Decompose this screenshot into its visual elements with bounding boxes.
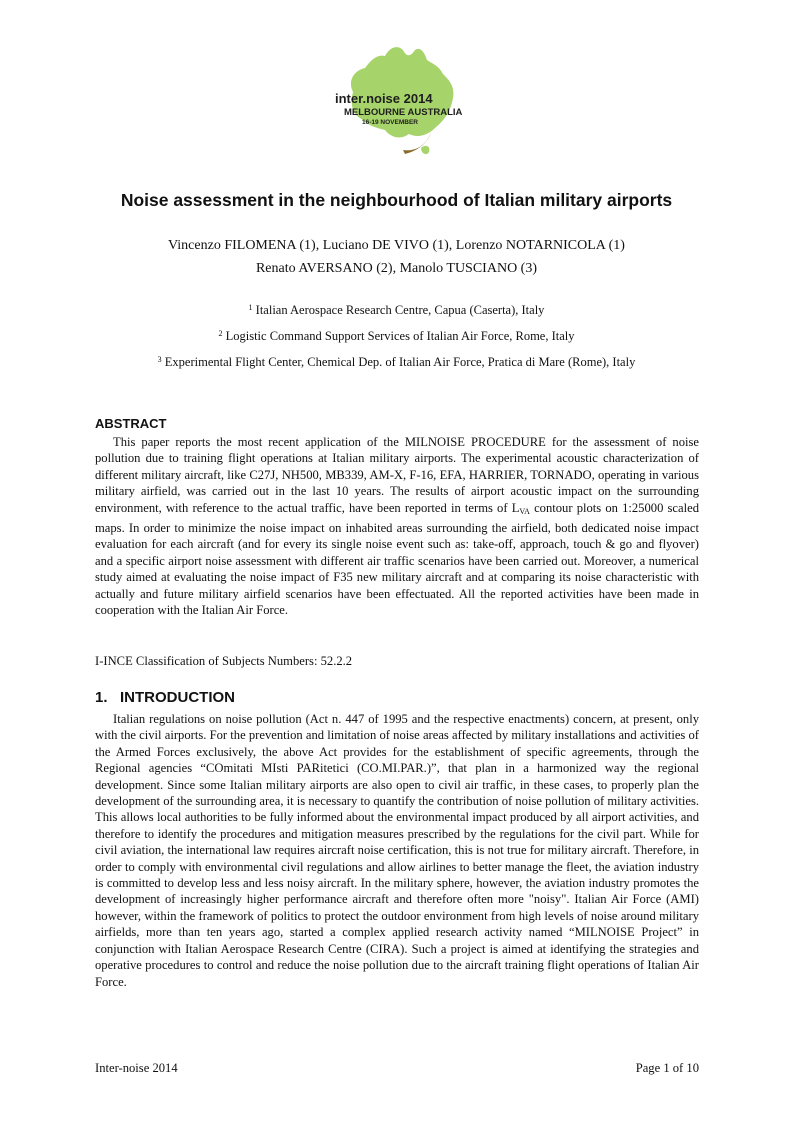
- classification: I-INCE Classification of Subjects Numbers: 52.2.2: [95, 654, 353, 668]
- abstract-body: This paper reports the most recent application of the MILNOISE PROCEDURE for the assessment of noise pollution due to training flight operations at Italian military airports. The experimental acoustic characterization of different military aircraft, like C27J, NH500, MB339, AM-X, F-16, EFA, HARRIER, TORNADO, operating in various military airfield, was carried out in the last 10 years. The results of airport acoustic impact on the surrounding environment, with reference to the actual traffic, have been reported in terms of $L_{VA}$ contour plots on 1:25000 scaled maps. In order to minimize the noise impact on inhabited areas surrounding the airfield, both dedicated noise impact evaluation for each aircraft (and for every its single noise event such as: take-off, approach, touch & go and flyover) and a specific airport noise assessment with different air traffic scenarios have been carried out. Moreover, a numerical study aimed at evaluating the noise impact of F35 new military aircraft and at comparing its noise characteristic with actually and future military airfield scenarios have been effectuated. All the reported activities have been made in cooperation with the Italian Air Force.: [95, 435, 699, 618]
- authors: [0, 234, 793, 280]
- abstract-heading: ABSTRACT: [95, 416, 167, 431]
- section-number: 1.: [95, 689, 108, 706]
- introduction-heading: [95, 689, 235, 706]
- paper-title: Noise assessment in the neighbourhood of Italian military airports: [120, 190, 673, 210]
- conference-logo: [325, 40, 470, 165]
- authors-line1: Vincenzo FILOMENA (1), Luciano DE VIVO (1), Lorenzo NOTARNICOLA (1): [168, 238, 625, 253]
- section-title: INTRODUCTION: [120, 689, 235, 706]
- affiliation-2: $^2$ Logistic Command Support Services of Italian Air Force, Rome, Italy: [218, 329, 575, 343]
- logo-line3: 16-19 NOVEMBER: [362, 119, 418, 126]
- logo-line2: MELBOURNE AUSTRALIA: [344, 107, 463, 118]
- authors-line2: Renato AVERSANO (2), Manolo TUSCIANO (3): [255, 261, 538, 276]
- tasmania-icon: [421, 146, 429, 154]
- footer-page-number: Page 1 of 10: [635, 1061, 699, 1075]
- introduction-body: Italian regulations on noise pollution (Act n. 447 of 1995 and the respective enactments) concern, at present, only with the civil airports. For the prevention and limitation of noise areas affected by military installations and activities of the Armed Forces exclusively, the above Act provides for the establishment of specific agreements, through the Regional agencies “COmitati MIsti PARitetici (CO.MI.PAR.)”, that plan in a harmonized way the regional development. Since some Italian military airports are also open to civil air traffic, in these cases, to properly plan the development of the surrounding area, it is necessary to quantify the contribution of noise pollution of military activities. This allows local authorities to be fully informed about the environmental impact produced by all airport activities, and therefore to identify the procedures and mitigation measures prescribed by the regulations for the civil part. While for civil aviation, the international law requires aircraft noise certification, this is not true for military aircraft. Therefore, in order to comply with environmental civil regulations and allow airlines to better manage the fleet, the aviation industry is committed to develop less and less noisy aircraft. In the military sphere, however, the aviation industry promotes the development of increasingly higher performance aircraft and therefore often more "noisy". Italian Air Force (AMI) however, within the framework of politics to protect the outdoor environment from high levels of noise around military airfields, more than ten years ago, started a complex applied research activity named “MILNOISE Project” in conjunction with Italian Aerospace Research Centre (CIRA). Such a project is aimed at identifying the strategies and operative procedures to control and reduce the noise pollution due to the aircraft training flight operations of Italian Air Force.: [95, 712, 700, 989]
- logo-line1: inter.noise 2014: [335, 91, 433, 106]
- footer-conference: Inter-noise 2014: [95, 1061, 178, 1075]
- affiliation-1: $^1$ Italian Aerospace Research Centre, Capua (Caserta), Italy: [248, 303, 545, 317]
- affiliations: [0, 296, 793, 374]
- affiliation-3: $^3$ Experimental Flight Center, Chemical Dep. of Italian Air Force, Pratica di Mare (Rome), Italy: [157, 355, 636, 369]
